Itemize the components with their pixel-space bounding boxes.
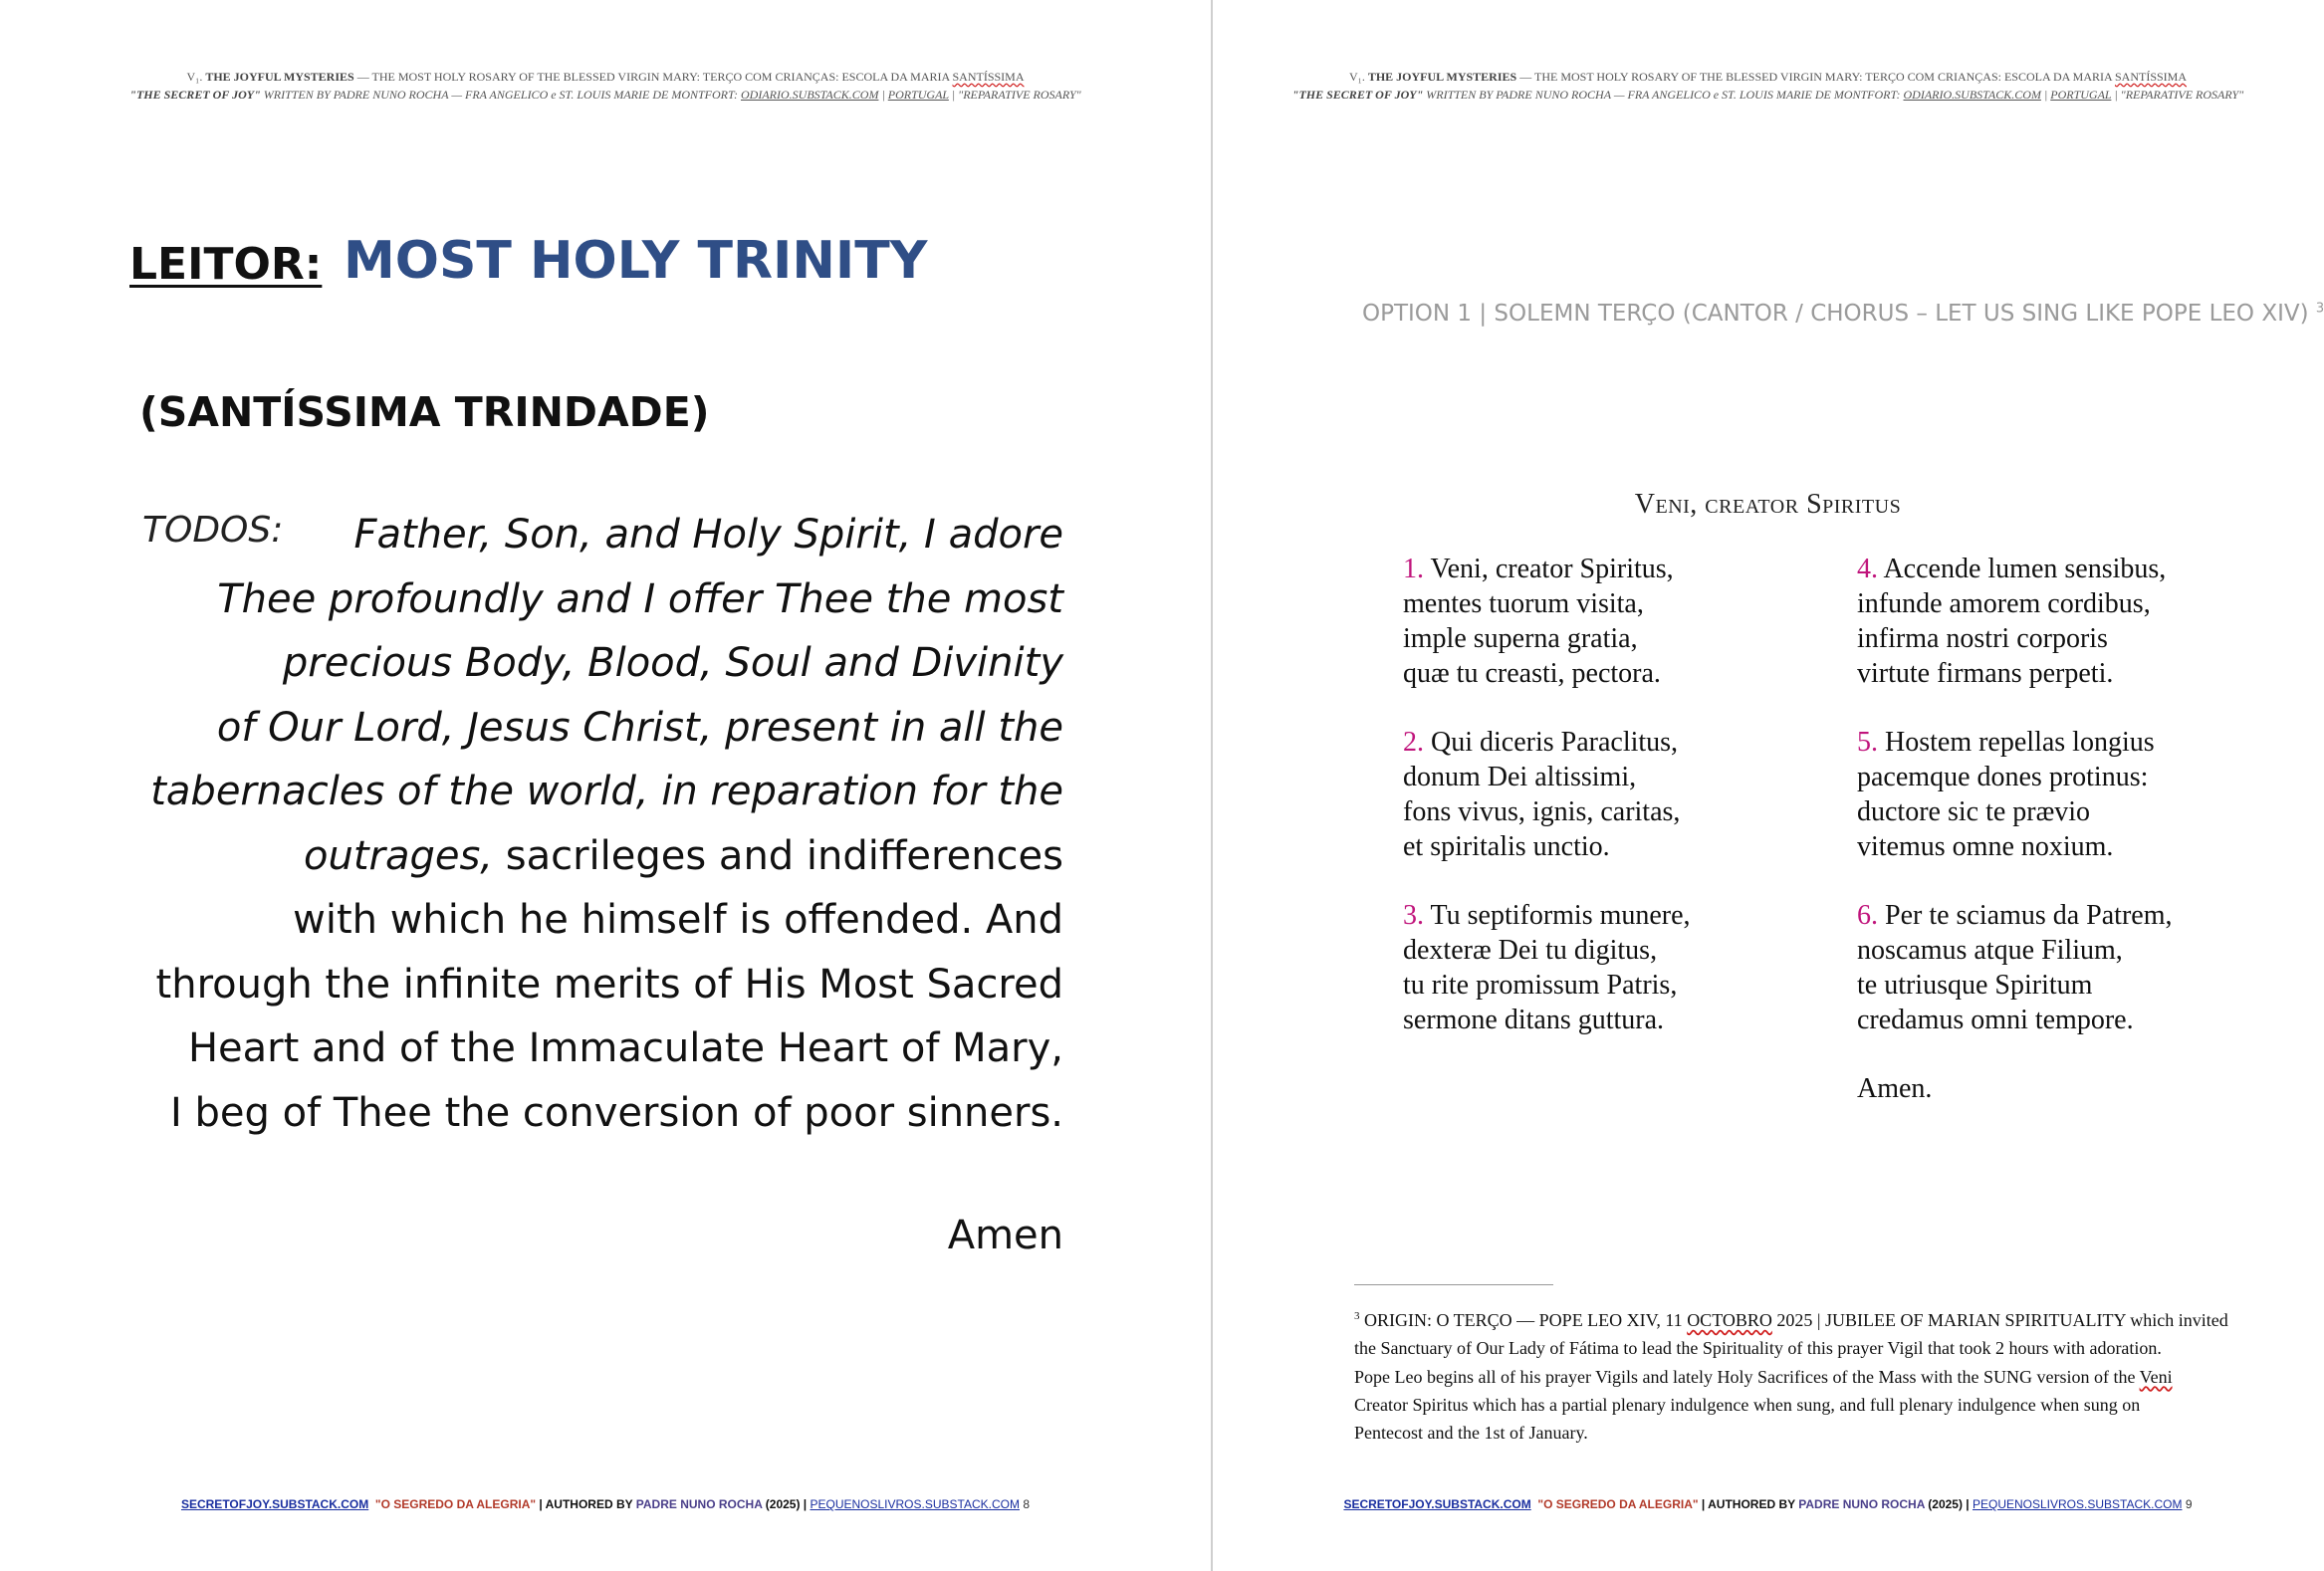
prayer-fragment-italic: outrages, — [304, 832, 494, 879]
stanza-number: 3. — [1403, 900, 1424, 931]
header-odiario-link[interactable]: ODIARIO.SUBSTACK.COM — [741, 88, 879, 102]
page-footer — [0, 1497, 1211, 1511]
footer-secretofjoy-link[interactable]: SECRETOFJOY.SUBSTACK.COM — [180, 1497, 369, 1511]
prayer-line: Thee profoundly and I offer Thee the most — [217, 575, 1063, 622]
footnote-text: OCTOBRO — [1687, 1310, 1772, 1330]
stanza-line: mentes tuorum visita, — [1403, 588, 1644, 619]
footer-pequenoslivros-link[interactable]: PEQUENOSLIVROS.SUBSTACK.COM — [1972, 1497, 2183, 1511]
stanza-line: Hostem repellas longius — [1878, 727, 2155, 758]
header-separator: | — [878, 88, 888, 102]
amen-left: Amen — [947, 1213, 1063, 1258]
page-header — [1214, 68, 2322, 104]
footer-book-title: "O SEGREDO DA ALEGRIA" — [1537, 1497, 1699, 1511]
footer-pequenoslivros-link[interactable]: PEQUENOSLIVROS.SUBSTACK.COM — [810, 1497, 1020, 1511]
header-rosary-title: — THE MOST HOLY ROSARY OF THE BLESSED VIRGIN MARY: TERÇO COM CRIANÇAS: ESCOLA DA MARIA — [1516, 70, 2115, 84]
prayer-line — [88, 824, 1063, 889]
prayer-fragment-upright: sacrileges and indifferences — [493, 832, 1063, 879]
header-line-2 — [0, 86, 1211, 104]
stanza-line: pacemque dones protinus: — [1857, 762, 2149, 792]
page-number: 9 — [2185, 1497, 2193, 1511]
footnote-text: Pentecost and the 1st of January. — [1354, 1423, 1588, 1444]
right-page — [1214, 0, 2322, 1571]
header-reparative: | "REPARATIVE ROSARY" — [948, 88, 1081, 102]
stanza-line: Tu septiformis munere, — [1424, 900, 1691, 931]
stanza — [1403, 725, 1691, 864]
footnote-ref[interactable]: 3 — [2315, 301, 2324, 317]
stanza — [1403, 898, 1691, 1037]
stanza — [1403, 552, 1691, 691]
header-line-2 — [1214, 86, 2322, 104]
footer-book-title: "O SEGREDO DA ALEGRIA" — [374, 1497, 537, 1511]
header-odiario-link[interactable]: ODIARIO.SUBSTACK.COM — [1903, 88, 2041, 102]
stanza-line: Accende lumen sensibus, — [1878, 554, 2167, 584]
header-santissima: SANTÍSSIMA — [952, 70, 1025, 84]
stanza-line: Qui diceris Paraclitus, — [1424, 727, 1679, 758]
stanza-line: noscamus atque Filium, — [1857, 935, 2123, 966]
header-volume: V₁. — [186, 70, 203, 84]
page-title: MOST HOLY TRINITY — [344, 231, 928, 291]
stanza-line: donum Dei altissimi, — [1403, 762, 1637, 792]
header-author: WRITTEN BY PADRE NUNO ROCHA — FRA ANGELICO e ST. LOUIS MARIE DE MONTFORT: — [1423, 88, 1904, 102]
footer-author: PADRE NUNO ROCHA — [635, 1497, 763, 1511]
footnote-text: Veni — [2139, 1366, 2173, 1387]
footer-authored: | AUTHORED BY — [536, 1497, 636, 1511]
stanza-line: Veni, creator Spiritus, — [1424, 554, 1674, 584]
footnote-text: Pope Leo begins all of his prayer Vigils and lately Holy Sacrifices of the Mass with the SUNG version of the — [1354, 1366, 2140, 1387]
stanza-line: dexteræ Dei tu digitus, — [1403, 935, 1658, 966]
footnote-text: ORIGIN: O TERÇO — POPE LEO XIV, 11 — [1359, 1310, 1688, 1330]
stanza-line: credamus omni tempore. — [1857, 1005, 2134, 1035]
footer-year: (2025) | — [1924, 1497, 1973, 1511]
page-footer — [1214, 1497, 2322, 1511]
stanza-line: infunde amorem cordibus, — [1857, 588, 2151, 619]
stanza — [1857, 898, 2172, 1037]
stanza-line: quæ tu creasti, pectora. — [1403, 658, 1661, 689]
stanza-line: Per te sciamus da Patrem, — [1878, 900, 2173, 931]
amen-right: Amen. — [1857, 1073, 1933, 1104]
stanza-line: te utriusque Spiritum — [1857, 970, 2093, 1001]
stanza-number: 6. — [1857, 900, 1878, 931]
footer-year: (2025) | — [762, 1497, 811, 1511]
footer-secretofjoy-link[interactable]: SECRETOFJOY.SUBSTACK.COM — [1343, 1497, 1531, 1511]
stanza-line: imple superna gratia, — [1403, 623, 1638, 654]
stanza-line: vitemus omne noxium. — [1857, 831, 2114, 862]
hymn-column-left — [1403, 552, 1691, 1071]
page-subtitle: (SANTÍSSIMA TRINDADE) — [139, 388, 710, 436]
page-number: 8 — [1023, 1497, 1031, 1511]
header-volume: V₁. — [1348, 70, 1365, 84]
leitor-label: LEITOR: — [129, 239, 323, 290]
page-header — [0, 68, 1211, 104]
todos-label: TODOS: — [142, 510, 284, 551]
header-separator: | — [2040, 88, 2051, 102]
hymn-column-right — [1857, 552, 2172, 1106]
stanza-line: infirma nostri corporis — [1857, 623, 2108, 654]
header-reparative: | "REPARATIVE ROSARY" — [2111, 88, 2244, 102]
header-rosary-title: — THE MOST HOLY ROSARY OF THE BLESSED VIRGIN MARY: TERÇO COM CRIANÇAS: ESCOLA DA MARIA — [353, 70, 953, 84]
prayer-line: through the infinite merits of His Most Sacred — [155, 961, 1063, 1008]
footnote-rule — [1354, 1284, 1553, 1285]
stanza — [1857, 552, 2172, 691]
option-heading — [1362, 301, 2324, 327]
header-line-1 — [1214, 68, 2322, 86]
prayer-line: Heart and of the Immaculate Heart of Mary, — [187, 1025, 1063, 1071]
footer-author: PADRE NUNO ROCHA — [1798, 1497, 1925, 1511]
footer-authored: | AUTHORED BY — [1698, 1497, 1799, 1511]
stanza-line: et spiritalis unctio. — [1403, 831, 1610, 862]
hymn-title: Veni, creator Spiritus — [1634, 489, 1902, 520]
footnote-text: 2025 | JUBILEE OF MARIAN SPIRITUALITY which invited — [1771, 1310, 2228, 1330]
page-divider — [1211, 0, 1213, 1571]
footnote-text: Creator Spiritus which has a partial plenary indulgence when sung, and full plenary indulgence when sung on — [1354, 1394, 2141, 1415]
option-text: OPTION 1 | SOLEMN TERÇO (CANTOR / CHORUS – LET US SING LIKE POPE LEO XIV) — [1362, 301, 2309, 327]
header-line-1 — [0, 68, 1211, 86]
prayer-line: Father, Son, and Holy Spirit, I adore — [353, 512, 1063, 558]
footnote-text: the Sanctuary of Our Lady of Fátima to lead the Spirituality of this prayer Vigil that took 2 hours with adoration. — [1354, 1338, 2162, 1359]
stanza-line: ductore sic te prævio — [1857, 796, 2091, 827]
stanza-number: 2. — [1403, 727, 1424, 758]
prayer-line: precious Body, Blood, Soul and Divinity — [282, 640, 1063, 686]
prayer-line: tabernacles of the world, in reparation for the — [150, 769, 1063, 814]
header-mysteries: THE JOYFUL MYSTERIES — [205, 70, 354, 84]
stanza-line: tu rite promissum Patris, — [1403, 970, 1678, 1001]
prayer-line: I beg of Thee the conversion of poor sinners. — [169, 1089, 1063, 1136]
stanza — [1857, 725, 2172, 864]
header-secret-of-joy: "THE SECRET OF JOY" — [129, 88, 261, 102]
prayer-line: of Our Lord, Jesus Christ, present in all the — [216, 704, 1063, 751]
header-santissima: SANTÍSSIMA — [2115, 70, 2188, 84]
stanza-line: fons vivus, ignis, caritas, — [1403, 796, 1681, 827]
footnote — [1354, 1302, 2270, 1447]
header-portugal-link[interactable]: PORTUGAL — [887, 88, 949, 102]
stanza-number: 5. — [1857, 727, 1878, 758]
header-secret-of-joy: "THE SECRET OF JOY" — [1291, 88, 1424, 102]
prayer-text — [88, 503, 1063, 1145]
header-portugal-link[interactable]: PORTUGAL — [2050, 88, 2112, 102]
stanza-line: sermone ditans guttura. — [1403, 1005, 1665, 1035]
prayer-line: with which he himself is offended. And — [293, 897, 1063, 943]
header-mysteries: THE JOYFUL MYSTERIES — [1367, 70, 1517, 84]
footnote-number: 3 — [1354, 1310, 1360, 1322]
stanza-number: 1. — [1403, 554, 1424, 584]
stanza-line: virtute firmans perpeti. — [1857, 658, 2114, 689]
header-author: WRITTEN BY PADRE NUNO ROCHA — FRA ANGELICO e ST. LOUIS MARIE DE MONTFORT: — [260, 88, 741, 102]
stanza-number: 4. — [1857, 554, 1878, 584]
